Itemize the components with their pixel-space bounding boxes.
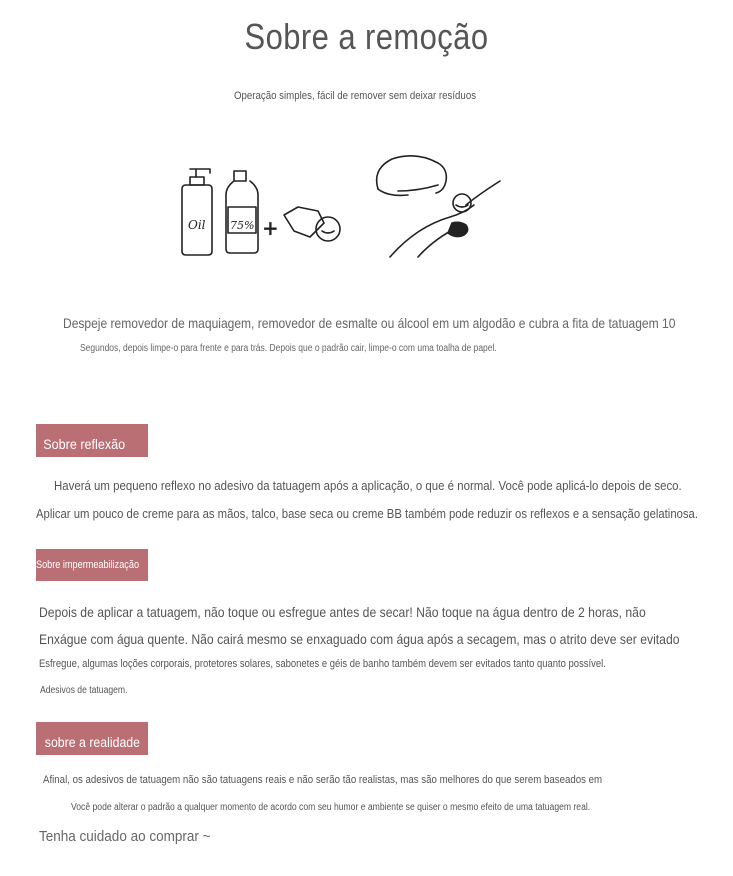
section-header-waterproof (36, 549, 148, 581)
reality-closing-text: Tenha cuidado ao comprar ~ (39, 828, 211, 845)
section-header-reality (36, 722, 148, 755)
removal-text-line-1: Despeje removedor de maquiagem, removedor de esmalte ou álcool em um algodão e cubra a fita de tatuagem 10 (63, 315, 676, 331)
waterproof-text-line-3: Esfregue, algumas loções corporais, protetores solares, sabonetes e géis de banho também devem ser evitados tanto quanto possível. (39, 658, 606, 670)
section-header-label: Sobre reflexão (43, 435, 126, 452)
removal-text-line-2: Segundos, depois limpe-o para frente e para trás. Depois que o padrão cair, limpe-o com uma toalha de papel. (80, 343, 497, 354)
waterproof-text-line-4: Adesivos de tatuagem. (40, 685, 128, 696)
alcohol-bottle-icon (226, 171, 258, 253)
reflection-text-line-1: Haverá um pequeno reflexo no adesivo da tatuagem após a aplicação, o que é normal. Você pode aplicá-lo depois de seco. (54, 478, 682, 493)
reality-text-line-2: Você pode alterar o padrão a qualquer momento de acordo com seu humor e ambiente se quiser o mesmo efeito de uma tatuagem real. (71, 802, 591, 813)
waterproof-text-line-2: Enxágue com água quente. Não cairá mesmo se enxaguado com água após a secagem, mas o atrito deve ser evitado (39, 631, 680, 647)
oil-bottle-icon (182, 169, 212, 255)
waterproof-text-line-1: Depois de aplicar a tatuagem, não toque ou esfregue antes de secar! Não toque na água dentro de 2 horas, não (39, 604, 646, 620)
alcohol-label: 75% (230, 219, 255, 232)
page-title: Sobre a remoção (244, 16, 489, 57)
section-header-label: Sobre impermeabilização (36, 559, 140, 571)
hand-wiping-icon (377, 156, 500, 257)
section-header-label: sobre a realidade (44, 733, 141, 750)
reflection-text-line-2: Aplicar um pouco de creme para as mãos, talco, base seca ou creme BB também pode reduzir os reflexos e a sensação gelatinosa. (36, 506, 698, 521)
oil-label: Oil (188, 218, 206, 232)
page-subtitle: Operação simples, fácil de remover sem deixar resíduos (233, 90, 477, 102)
removal-illustration (170, 145, 510, 270)
plus-sign: + (262, 216, 279, 240)
removal-illustration-svg (170, 145, 510, 265)
cotton-pad-icon (284, 207, 340, 241)
reality-text-line-1: Afinal, os adesivos de tatuagem não são tatuagens reais e não serão tão realistas, mas são melhores do que serem baseados em (43, 774, 603, 786)
section-header-reflection (36, 424, 148, 457)
